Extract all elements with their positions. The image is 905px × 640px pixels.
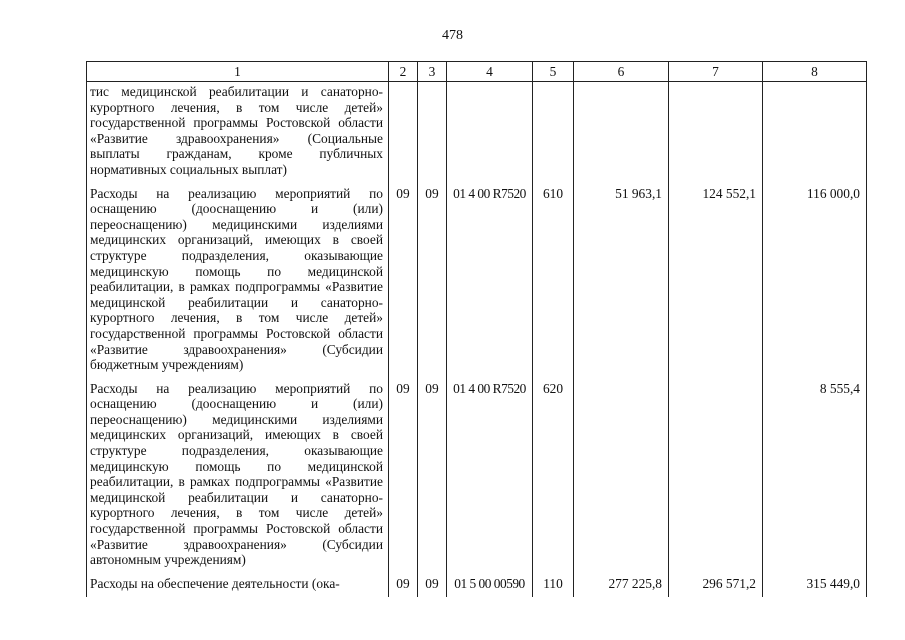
amount-year-1: 277 225,8 (574, 576, 669, 598)
section-code: 09 (389, 576, 418, 598)
table-header-row (87, 62, 867, 82)
row-description: Расходы на обеспечение деятельности (ока- (87, 576, 389, 598)
row-description: Расходы на реализацию мероприятий по оснащению (дооснащению и (или) переоснащению) медицинскими изделиями медицинских организаций, имеющих в своей структуре подразделения, оказывающие медицинскую помощь по медицинской реабилитации, в рамках подпрограммы «Развитие медицинской реабилитации и санаторно-курортного лечения, в том числе детей» государственной программы Ростовской области «Развитие здравоохранения» (Субсидии бюджетным учреждениям) (87, 186, 389, 381)
target-item-code: 01 4 00 R7520 (447, 381, 533, 576)
expense-type-code: 610 (533, 186, 574, 381)
amount-year-2: 124 552,1 (669, 186, 763, 381)
column-header: 4 (447, 62, 533, 82)
table-row (87, 82, 867, 186)
column-header: 2 (389, 62, 418, 82)
subsection-code: 09 (418, 576, 447, 598)
page-number: 478 (442, 28, 463, 43)
target-item-code: 01 5 00 00590 (447, 576, 533, 598)
column-header: 3 (418, 62, 447, 82)
budget-table (86, 61, 867, 597)
column-header: 7 (669, 62, 763, 82)
column-header: 6 (574, 62, 669, 82)
amount-year-2 (669, 82, 763, 186)
subsection-code: 09 (418, 186, 447, 381)
column-header: 5 (533, 62, 574, 82)
expense-type-code: 110 (533, 576, 574, 598)
amount-year-1: 51 963,1 (574, 186, 669, 381)
subsection-code (418, 82, 447, 186)
table-row (87, 576, 867, 598)
table-row (87, 381, 867, 576)
amount-year-1 (574, 381, 669, 576)
amount-year-3: 116 000,0 (763, 186, 867, 381)
target-item-code (447, 82, 533, 186)
section-code (389, 82, 418, 186)
amount-year-3: 315 449,0 (763, 576, 867, 598)
subsection-code: 09 (418, 381, 447, 576)
target-item-code: 01 4 00 R7520 (447, 186, 533, 381)
section-code: 09 (389, 186, 418, 381)
expense-type-code: 620 (533, 381, 574, 576)
expense-type-code (533, 82, 574, 186)
row-description: тис медицинской реабилитации и санаторно-курортного лечения, в том числе детей» государственной программы Ростовской области «Развитие здравоохранения» (Социальные выплаты гражданам, кроме публичных нормативных социальных выплат) (87, 82, 389, 186)
amount-year-3 (763, 82, 867, 186)
amount-year-3: 8 555,4 (763, 381, 867, 576)
table-row (87, 186, 867, 381)
row-description: Расходы на реализацию мероприятий по оснащению (дооснащению и (или) переоснащению) медицинскими изделиями медицинских организаций, имеющих в своей структуре подразделения, оказывающие медицинскую помощь по медицинской реабилитации, в рамках подпрограммы «Развитие медицинской реабилитации и санаторно-курортного лечения, в том числе детей» государственной программы Ростовской области «Развитие здравоохранения» (Субсидии автономным учреждениям) (87, 381, 389, 576)
column-header: 1 (87, 62, 389, 82)
amount-year-2 (669, 381, 763, 576)
column-header: 8 (763, 62, 867, 82)
amount-year-1 (574, 82, 669, 186)
section-code: 09 (389, 381, 418, 576)
amount-year-2: 296 571,2 (669, 576, 763, 598)
